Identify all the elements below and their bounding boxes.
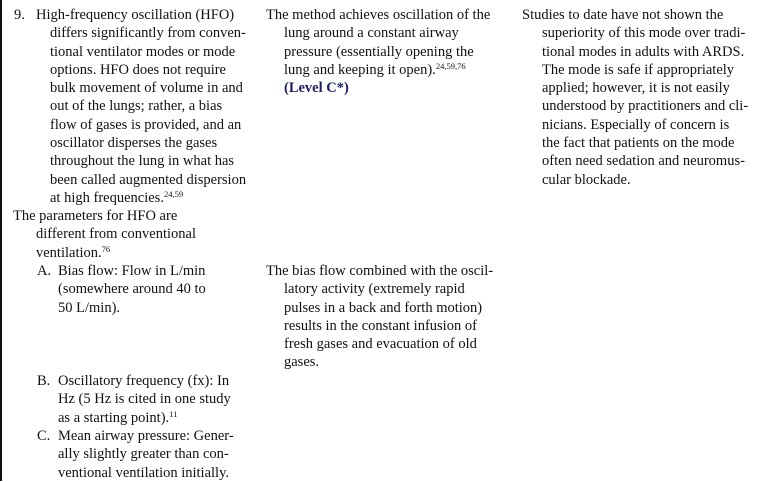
- item-a-line: 50 L/min).: [58, 299, 121, 316]
- item-9-number: 9.: [14, 7, 25, 23]
- bias-line: The bias flow combined with the oscil-: [266, 263, 494, 279]
- item-c-line: ventional ventilation initially.: [58, 464, 230, 481]
- citation-refs: 24,59,76: [435, 60, 466, 71]
- left-margin-rule: [0, 0, 2, 481]
- item-9-line: at high frequencies.: [50, 189, 164, 206]
- item-9-line: oscillator disperses the gases: [50, 135, 218, 152]
- bias-line: fresh gases and evacuation of old: [284, 336, 477, 353]
- studies-line: understood by practitioners and cli-: [542, 98, 749, 115]
- bias-flow-paragraph: [266, 262, 493, 372]
- item-a-line: Bias flow: Flow in L/min: [58, 263, 206, 279]
- method-paragraph: [266, 6, 490, 97]
- item-9-line: throughout the lung in what has: [50, 153, 235, 170]
- studies-line: Studies to date have not shown the: [522, 7, 724, 23]
- evidence-level: (Level C*): [284, 80, 349, 97]
- method-line: lung and keeping it open).: [284, 61, 436, 78]
- method-line: The method achieves oscillation of the: [266, 7, 491, 23]
- parameters-line: different from conventional: [36, 226, 196, 243]
- method-line: pressure (essentially opening the: [284, 43, 474, 60]
- item-c-line: Mean airway pressure: Gener-: [58, 428, 234, 444]
- item-b-line: as a starting point).: [58, 409, 170, 426]
- item-c-line: ally slightly greater than con-: [58, 446, 229, 463]
- studies-line: superiority of this mode over tradi-: [542, 25, 746, 42]
- bias-line: latory activity (extremely rapid: [284, 281, 465, 298]
- studies-line: applied; however, it is not easily: [542, 80, 730, 97]
- studies-paragraph: [522, 6, 748, 189]
- item-a-line: (somewhere around 40 to: [58, 281, 206, 298]
- citation-refs: 11: [169, 408, 178, 419]
- bias-line: pulses in a back and forth motion): [284, 299, 483, 316]
- item-9-line: out of the lungs; rather, a bias: [50, 98, 223, 115]
- method-line: lung around a constant airway: [284, 25, 459, 42]
- item-b-line: Oscillatory frequency (fx): In: [58, 373, 230, 389]
- item-c-label: C.: [37, 428, 51, 444]
- citation-refs: 24,59: [163, 188, 184, 199]
- item-9-line: differs significantly from conven-: [50, 25, 246, 42]
- item-9-text: [36, 6, 246, 207]
- parameters-heading: [13, 207, 196, 262]
- studies-line: cular blockade.: [542, 171, 631, 188]
- citation-refs: 76: [101, 243, 111, 254]
- studies-line: tional modes in adults with ARDS.: [542, 43, 745, 60]
- item-b-label: B.: [37, 373, 51, 389]
- studies-line: nicians. Especially of concern is: [542, 116, 730, 133]
- item-9-line: options. HFO does not require: [50, 61, 226, 78]
- item-9-line: flow of gases is provided, and an: [50, 116, 242, 133]
- studies-line: The mode is safe if appropriately: [542, 61, 735, 78]
- item-9-line: been called augmented dispersion: [50, 171, 247, 188]
- bias-line: results in the constant infusion of: [284, 317, 477, 334]
- studies-line: the fact that patients on the mode: [542, 135, 735, 152]
- item-9-line: High-frequency oscillation (HFO): [36, 7, 235, 23]
- parameters-line: The parameters for HFO are: [13, 208, 178, 224]
- item-9-line: tional ventilator modes or mode: [50, 43, 236, 60]
- parameters-line: ventilation.: [36, 244, 102, 261]
- item-9-line: bulk movement of volume in and: [50, 80, 243, 97]
- studies-line: often need sedation and neuromus-: [542, 153, 745, 170]
- item-b-line: Hz (5 Hz is cited in one study: [58, 391, 231, 408]
- item-a-label: A.: [37, 263, 52, 279]
- bias-line: gases.: [284, 354, 320, 371]
